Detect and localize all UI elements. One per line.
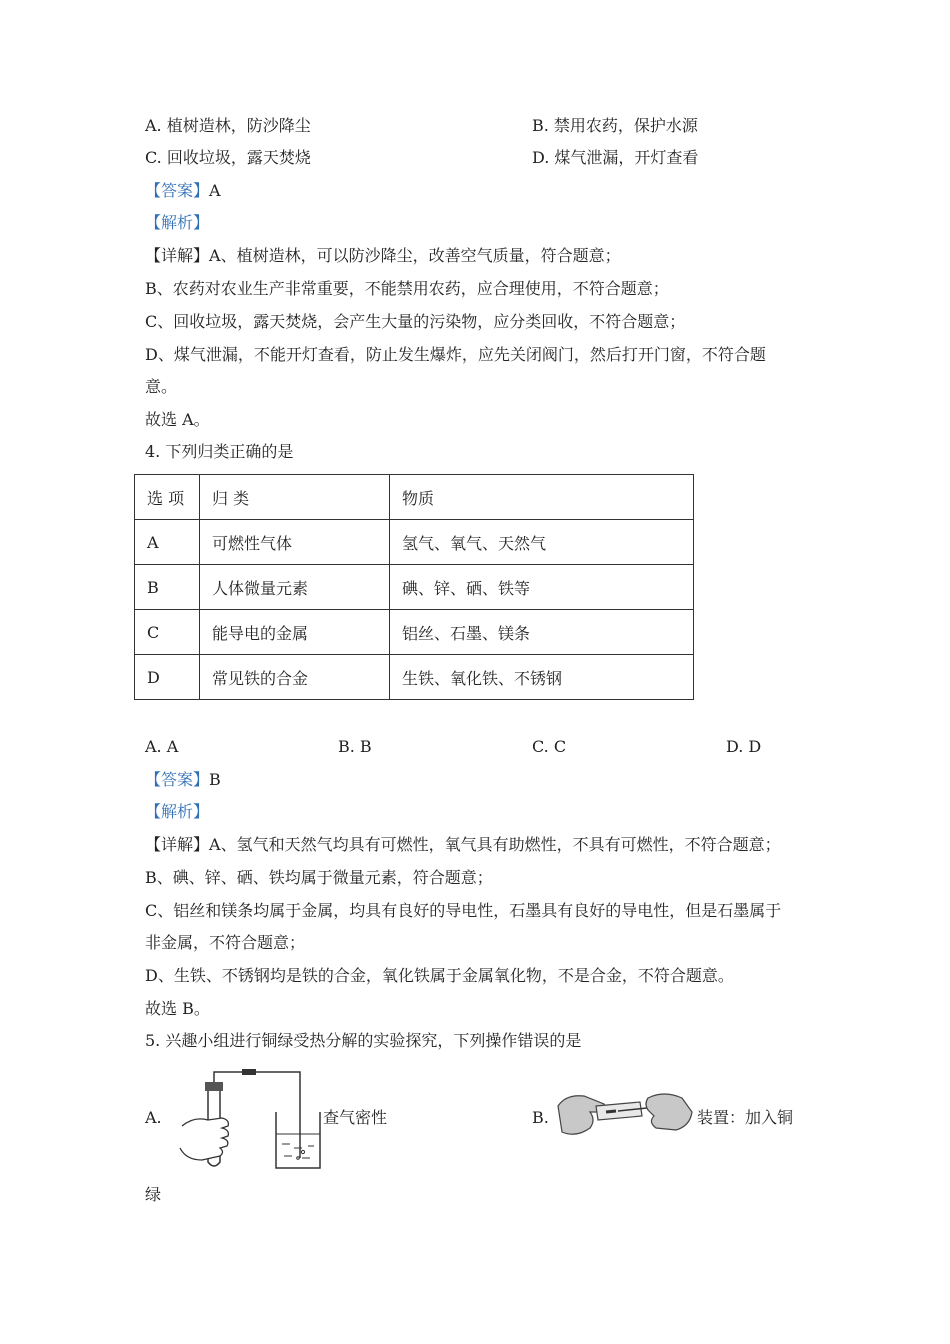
q3-answer bbox=[145, 181, 221, 201]
table-cell: 铝丝、石墨、镁条 bbox=[390, 610, 694, 655]
q5-question: 5. 兴趣小组进行铜绿受热分解的实验探究，下列操作错误的是 bbox=[145, 1031, 582, 1050]
q3-detail-line-1 bbox=[145, 246, 621, 266]
table-cell: C bbox=[135, 610, 200, 655]
table-cell: D bbox=[135, 655, 200, 700]
table-row bbox=[135, 565, 694, 610]
q5-option-a-letter: A. bbox=[145, 1108, 162, 1127]
table-cell: 生铁、氧化铁、不锈钢 bbox=[390, 655, 694, 700]
q5-option-b-caption-continued: 绿 bbox=[145, 1185, 162, 1204]
table-cell: 人体微量元素 bbox=[200, 565, 390, 610]
table-cell: 能导电的金属 bbox=[200, 610, 390, 655]
q3-conclusion: 故选 A。 bbox=[145, 410, 210, 429]
header-cell: 物质 bbox=[390, 475, 694, 520]
answer-value: B bbox=[209, 770, 221, 789]
q4-detail-line-2: B、碘、锌、硒、铁均属于微量元素，符合题意； bbox=[145, 868, 493, 887]
q4-detail-line-4: 非金属，不符合题意； bbox=[145, 933, 306, 952]
header-cell: 归 类 bbox=[200, 475, 390, 520]
q5-option-a-caption: 查气密性 bbox=[323, 1108, 388, 1127]
detail-label: 【详解】 bbox=[145, 835, 210, 854]
q4-answer bbox=[145, 770, 221, 790]
header-cell: 选 项 bbox=[135, 475, 200, 520]
table-cell: 碘、锌、硒、铁等 bbox=[390, 565, 694, 610]
q4-question: 4. 下列归类正确的是 bbox=[145, 442, 294, 461]
table-row bbox=[135, 520, 694, 565]
q3-option-d: D. 煤气泄漏，开灯查看 bbox=[532, 148, 699, 167]
q3-option-b: B. 禁用农药，保护水源 bbox=[532, 116, 698, 135]
q3-option-c: C. 回收垃圾，露天焚烧 bbox=[145, 148, 311, 167]
table-cell: 可燃性气体 bbox=[200, 520, 390, 565]
q4-table bbox=[134, 474, 694, 700]
table-row bbox=[135, 655, 694, 700]
q3-option-a: A. 植树造林，防沙降尘 bbox=[145, 116, 311, 135]
detail-text: A、氢气和天然气均具有可燃性，氧气具有助燃性，不具有可燃性，不符合题意； bbox=[209, 835, 781, 854]
q4-analysis-label: 【解析】 bbox=[145, 802, 210, 821]
q3-detail-line-2: B、农药对农业生产非常重要，不能禁用农药，应合理使用，不符合题意； bbox=[145, 279, 669, 298]
detail-text: A、植树造林，可以防沙降尘，改善空气质量，符合题意； bbox=[209, 246, 621, 265]
q3-detail-line-5: 意。 bbox=[145, 377, 178, 396]
table-cell: A bbox=[135, 520, 200, 565]
q4-detail-line-5: D、生铁、不锈钢均是铁的合金，氧化铁属于金属氧化物，不是合金，不符合题意。 bbox=[145, 966, 734, 985]
airtightness-apparatus-illustration bbox=[172, 1064, 322, 1174]
detail-label: 【详解】 bbox=[145, 246, 210, 265]
q3-detail-line-4: D、煤气泄漏，不能开灯查看，防止发生爆炸，应先关闭阀门，然后打开门窗，不符合题 bbox=[145, 345, 766, 364]
q4-option-d: D. D bbox=[726, 737, 762, 756]
q5-option-b-letter: B. bbox=[532, 1108, 549, 1127]
answer-label: 【答案】 bbox=[145, 181, 210, 200]
table-cell: B bbox=[135, 565, 200, 610]
table-cell: 常见铁的合金 bbox=[200, 655, 390, 700]
q4-detail-line-3: C、铝丝和镁条均属于金属，均具有良好的导电性，石墨具有良好的导电性，但是石墨属于 bbox=[145, 901, 782, 920]
answer-value: A bbox=[209, 181, 221, 200]
q3-detail-line-3: C、回收垃圾，露天焚烧，会产生大量的污染物，应分类回收，不符合题意； bbox=[145, 312, 686, 331]
q4-option-a: A. A bbox=[145, 737, 179, 756]
q5-option-b-caption: 装置：加入铜 bbox=[697, 1108, 794, 1127]
adding-powder-illustration bbox=[556, 1086, 696, 1142]
answer-label: 【答案】 bbox=[145, 770, 210, 789]
q3-analysis-label: 【解析】 bbox=[145, 213, 210, 232]
table-row bbox=[135, 610, 694, 655]
q4-option-b: B. B bbox=[338, 737, 372, 756]
q4-option-c: C. C bbox=[532, 737, 567, 756]
q4-detail-line-1 bbox=[145, 835, 781, 855]
table-header-row bbox=[135, 475, 694, 520]
table-cell: 氢气、氧气、天然气 bbox=[390, 520, 694, 565]
q4-conclusion: 故选 B。 bbox=[145, 999, 210, 1018]
